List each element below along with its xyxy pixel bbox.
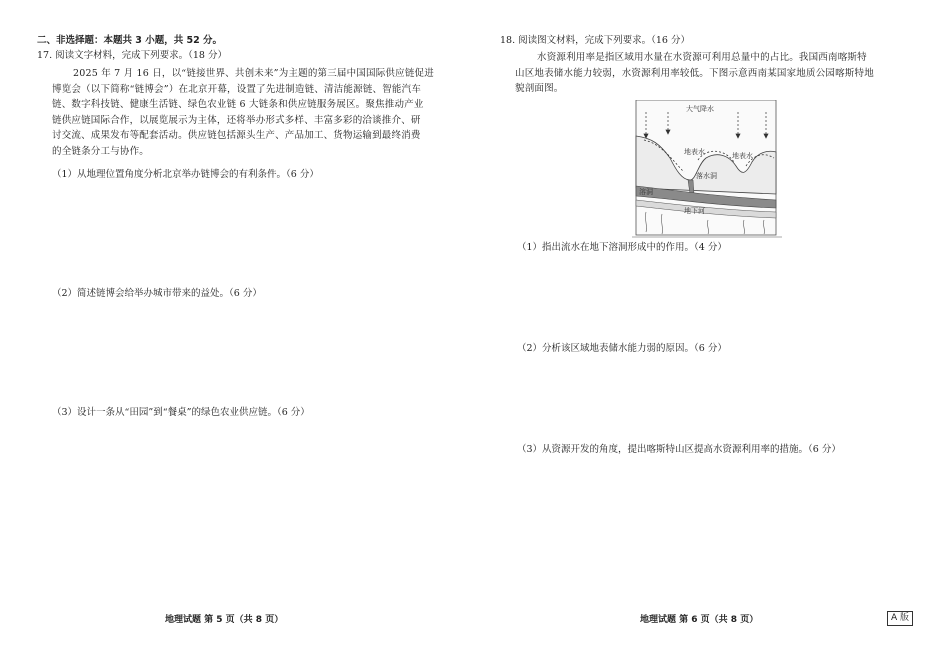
q18-sub2: （2）分析该区域地表储水能力弱的原因。（6 分） xyxy=(517,343,727,354)
label-rain: 大气降水 xyxy=(686,105,714,113)
label-sinkhole: 落水洞 xyxy=(696,172,717,180)
left-footer: 地理试题 第 5 页（共 8 页） xyxy=(165,615,284,625)
q18-stem: 18. 阅读图文材料，完成下列要求。（16 分） xyxy=(500,35,690,46)
q18-sub3: （3）从资源开发的角度，提出喀斯特山区提高水资源利用率的措施。（6 分） xyxy=(517,444,841,455)
version-badge: A 版 xyxy=(887,611,913,626)
section-heading: 二、非选择题：本题共 3 小题，共 52 分。 xyxy=(37,35,223,46)
label-surface-water-1: 地表水 xyxy=(684,148,705,156)
karst-profile-diagram xyxy=(632,100,782,238)
label-surface-water-2: 地表水 xyxy=(732,152,753,160)
q18-passage-line-3: 貌剖面图。 xyxy=(515,83,564,94)
q17-stem: 17. 阅读文字材料，完成下列要求。（18 分） xyxy=(37,50,227,61)
q17-passage-line-1: 2025 年 7 月 16 日，以“链接世界、共创未来”为主题的第三届中国国际供应链促进 xyxy=(73,68,434,79)
q18-passage-line-1: 水资源利用率是指区域用水量在水资源可利用总量中的占比。我国西南喀斯特 xyxy=(537,52,867,63)
q17-sub2: （2）简述链博会给举办城市带来的益处。（6 分） xyxy=(52,288,262,299)
q17-passage-line-3: 链、数字科技链、健康生活链、绿色农业链 6 大链条和供应链服务展区。聚焦推动产业 xyxy=(52,99,424,110)
q17-passage-line-2: 博览会（以下简称“链博会”）在北京开幕，设置了先进制造链、清洁能源链、智能汽车 xyxy=(52,83,422,95)
q17-sub3: （3）设计一条从“田园”到“餐桌”的绿色农业供应链。（6 分） xyxy=(52,407,310,418)
q17-passage-line-6: 的全链条分工与协作。 xyxy=(52,145,150,157)
q17-sub1: （1）从地理位置角度分析北京举办链博会的有利条件。（6 分） xyxy=(52,169,319,180)
label-cave: 溶洞 xyxy=(639,188,653,196)
q17-passage-line-5: 讨交流、成果发布等配套活动。供应链包括源头生产、产品加工、货物运输到最终消费 xyxy=(52,130,421,141)
q18-sub1: （1）指出流水在地下溶洞形成中的作用。（4 分） xyxy=(517,242,727,253)
label-underground-river: 地下河 xyxy=(684,207,705,215)
q18-passage-line-2: 山区地表储水能力较弱，水资源利用率较低。下图示意西南某国家地质公园喀斯特地 xyxy=(515,67,874,79)
right-footer: 地理试题 第 6 页（共 8 页） xyxy=(640,615,759,625)
right-page xyxy=(475,0,950,659)
q17-passage-line-4: 链供应链国际合作，以展览展示为主体，还将举办形式多样、丰富多彩的洽谈推介、研 xyxy=(52,114,421,126)
